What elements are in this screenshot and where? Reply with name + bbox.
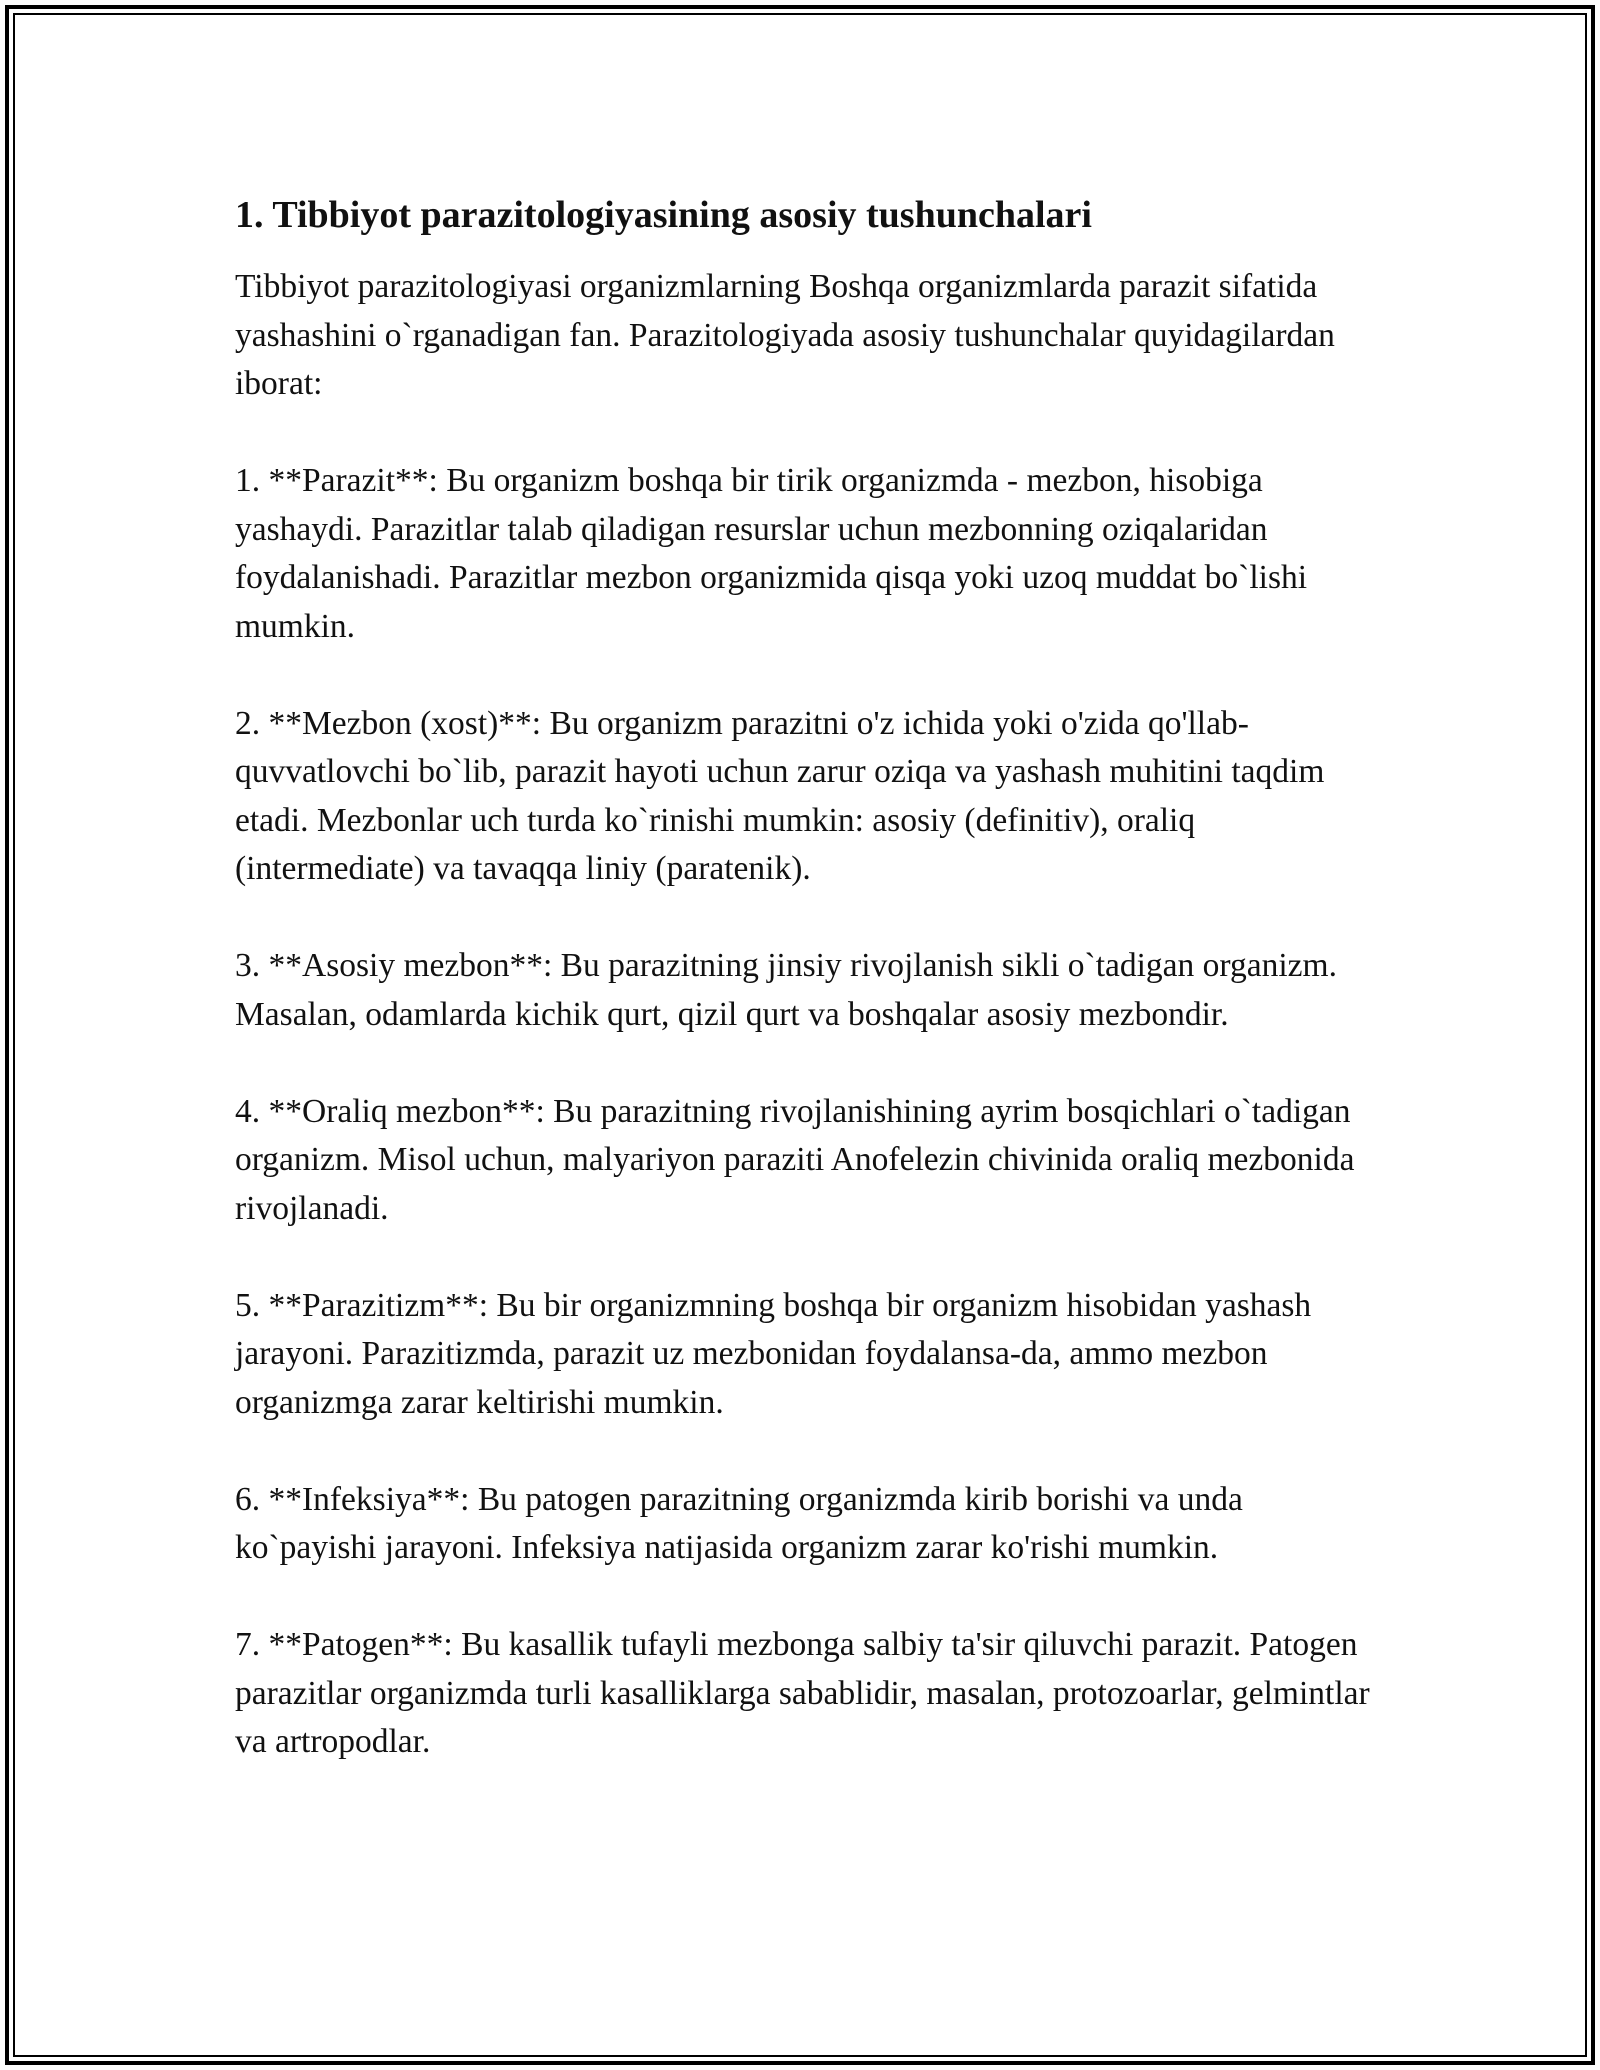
definition-item-mezbon: 2. **Mezbon (xost)**: Bu organizm parazitni o'z ichida yoki o'zida qo'llab-quvvatlovchi bo`lib, parazit hayoti uchun zarur oziqa va yashash muhitini taqdim etadi. Mezbonlar uch turda ko`rinishi mumkin: asosiy (definitiv), oraliq (intermediate) va tavaqqa liniy (paratenik). xyxy=(235,704,1325,887)
document-body xyxy=(235,185,1380,1767)
definition-item-parazitizm: 5. **Parazitizm**: Bu bir organizmning boshqa bir organizm hisobidan yashash jarayoni. Parazitizmda, parazit uz mezbonidan foydalansa-da, ammo mezbon organizmga zarar keltirishi mumkin. xyxy=(235,1286,1312,1421)
document-title: 1. Tibbiyot parazitologiyasining asosiy tushunchalari xyxy=(235,194,1092,236)
definition-item-infeksiya: 6. **Infeksiya**: Bu patogen parazitning organizmda kirib borishi va unda ko`payishi jarayoni. Infeksiya natijasida organizm zarar ko'rishi mumkin. xyxy=(235,1480,1243,1566)
definition-item-patogen: 7. **Patogen**: Bu kasallik tufayli mezbonga salbiy ta'sir qiluvchi parazit. Patogen parazitlar organizmda turli kasalliklarga sabablidir, masalan, protozoarlar, gelmintlar va artropodlar. xyxy=(235,1626,1370,1760)
definition-item-parazit: 1. **Parazit**: Bu organizm boshqa bir tirik organizmda - mezbon, hisobiga yashaydi. Parazitlar talab qiladigan resurslar uchun mezbonning oziqalaridan foydalanishadi. Parazitlar mezbon organizmida qisqa yoki uzoq muddat bo`lishi mumkin. xyxy=(235,462,1308,645)
definition-item-asosiy-mezbon: 3. **Asosiy mezbon**: Bu parazitning jinsiy rivojlanish sikli o`tadigan organizm. Masalan, odamlarda kichik qurt, qizil qurt va boshqalar asosiy mezbondir. xyxy=(235,947,1337,1033)
intro-paragraph: Tibbiyot parazitologiyasi organizmlarning Boshqa organizmlarda parazit sifatida yashashini o`rganadigan fan. Parazitologiyada asosiy tushunchalar quyidagilardan iborat: xyxy=(235,268,1335,402)
definition-item-oraliq-mezbon: 4. **Oraliq mezbon**: Bu parazitning rivojlanishining ayrim bosqichlari o`tadigan organizm. Misol uchun, malyariyon paraziti Anofelezin chivinida oraliq mezbonida rivojlanadi. xyxy=(235,1092,1355,1227)
